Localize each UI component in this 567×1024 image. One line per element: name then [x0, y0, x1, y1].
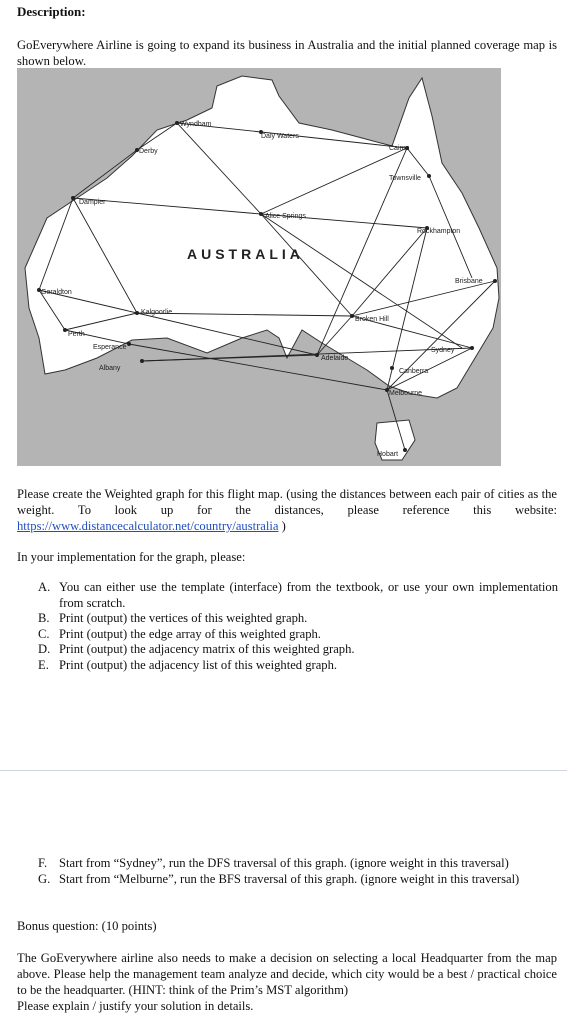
- city-label-sydney: Sydney: [431, 347, 455, 354]
- task-text: Print (output) the edge array of this weighted graph.: [59, 626, 321, 641]
- city-label-adelaide: Adelaide: [321, 355, 349, 362]
- task-text: Print (output) the vertices of this weighted graph.: [59, 611, 308, 625]
- task-list: [38, 580, 558, 673]
- page-divider: [0, 770, 567, 771]
- distance-calculator-link[interactable]: https://www.distancecalculator.net/country/australia: [17, 519, 279, 533]
- task-label: C.: [38, 626, 50, 641]
- task-text: Start from “Sydney”, run the DFS traversal of this graph. (ignore weight in this traversal): [59, 856, 509, 870]
- traversal-list: [38, 856, 558, 887]
- flight-map: [17, 68, 501, 466]
- city-label-cairns: Cairns: [389, 145, 410, 152]
- request-paragraph: [17, 486, 557, 534]
- city-label-canberra: Canberra: [399, 368, 429, 375]
- city-label-esperance: Esperance: [93, 344, 127, 351]
- australia-map-svg: [17, 68, 501, 466]
- city-label-perth: Perth: [68, 331, 85, 338]
- city-label-geraldton: Geraldton: [41, 289, 72, 296]
- city-label-wyndham: Wyndham: [180, 121, 212, 128]
- description-heading: Description:: [17, 4, 86, 19]
- task-text: Print (output) the adjacency list of this weighted graph.: [59, 657, 338, 672]
- task-text: Print (output) the adjacency matrix of this weighted graph.: [59, 642, 355, 656]
- list-item: [38, 872, 558, 888]
- list-item: [38, 580, 558, 611]
- task-label: B.: [38, 611, 50, 625]
- intro-paragraph: GoEverywhere Airline is going to expand its business in Australia and the initial planned coverage map is shown below.: [17, 38, 557, 68]
- city-label-alice-springs: Alice Springs: [265, 213, 306, 220]
- city-label-melbourne: Melbourne: [389, 390, 423, 397]
- city-label-hobart: Hobart: [377, 451, 399, 458]
- city-label-dampier: Dampier: [79, 199, 106, 206]
- list-item: [38, 856, 558, 872]
- bonus-title: Bonus question: (10 points): [17, 919, 157, 933]
- list-item: [38, 611, 558, 627]
- list-item: [38, 658, 558, 674]
- city-label-rockhampton: Rockhampton: [417, 228, 461, 235]
- city-label-kalgoorlie: Kalgoorlie: [141, 309, 173, 316]
- request-close: ): [278, 519, 286, 533]
- task-label: E.: [38, 657, 49, 672]
- city-label-albany: Albany: [99, 365, 121, 372]
- city-label-brisbane: Brisbane: [455, 278, 483, 285]
- list-item: [38, 642, 558, 658]
- implementation-intro: In your implementation for the graph, please:: [17, 550, 246, 564]
- city-label-derby: Derby: [139, 148, 158, 155]
- task-label: D.: [38, 642, 51, 656]
- city-label-daly-waters: Daly Waters: [261, 133, 299, 140]
- task-text: Start from “Melburne”, run the BFS traversal of this graph. (ignore weight in this traversal): [59, 871, 520, 886]
- list-item: [38, 627, 558, 643]
- task-text: You can either use the template (interface) from the textbook, or use your own implementation from scratch.: [59, 580, 558, 610]
- task-label: G.: [38, 871, 51, 886]
- task-label: F.: [38, 856, 48, 870]
- request-text: Please create the Weighted graph for this flight map. (using the distances between each pair of cities as the weight. To look up for the distances, please reference this website:: [17, 487, 557, 517]
- task-label: A.: [38, 580, 51, 594]
- bonus-paragraph: The GoEverywhere airline also needs to make a decision on selecting a local Headquarter from the map above. Please help the management team analyze and decide, which city would be a best / practical choice to be the headquarter. (HINT: think of the Prim’s MST algorithm): [17, 951, 557, 997]
- bonus-explain: Please explain / justify your solution in details.: [17, 999, 254, 1013]
- city-label-broken-hill: Broken Hill: [355, 316, 389, 323]
- city-label-townsville: Townsville: [389, 175, 421, 182]
- country-label: AUSTRALIA: [187, 246, 304, 262]
